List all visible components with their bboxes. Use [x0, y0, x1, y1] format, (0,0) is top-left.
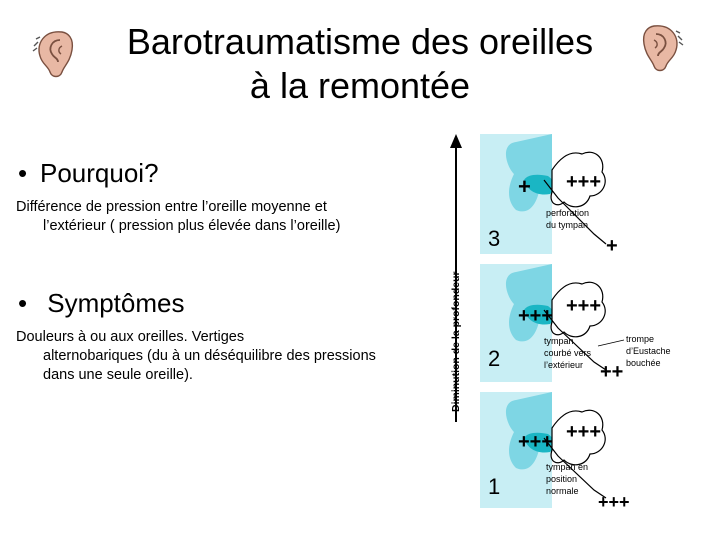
pressure-bottom: ++	[600, 361, 624, 383]
label-line: position	[546, 474, 578, 484]
pressure-inner: +	[518, 174, 531, 199]
label-line: tympan	[544, 336, 574, 346]
axis-arrow	[450, 134, 462, 148]
ear-icon	[32, 28, 76, 80]
bullet-text: Douleurs à ou aux oreilles. Vertiges alternobariques (du à un déséquilibre des pressions dans une seule oreille).	[16, 329, 376, 383]
pressure-bottom: +	[606, 235, 618, 257]
panel-number: 3	[488, 226, 501, 251]
axis-label: Diminution de la profondeur	[450, 271, 462, 412]
side-label-line: d’Eustache	[626, 346, 671, 356]
side-label-line: trompe	[626, 334, 655, 344]
title-line-2: à la remontée	[249, 65, 471, 106]
panel-3	[480, 134, 618, 257]
label-line: l’extérieur	[544, 360, 584, 370]
slide-title	[70, 20, 650, 108]
side-label-line: bouchée	[626, 358, 661, 368]
panel-1	[480, 392, 630, 512]
label-line: tympan en	[546, 462, 589, 472]
pressure-inner: +++	[518, 431, 554, 453]
label-line: normale	[546, 486, 579, 496]
ear-icon	[640, 22, 684, 74]
bullet-heading: Pourquoi?	[40, 158, 159, 188]
bullet-pourquoi	[18, 158, 159, 188]
pressure-outer: +++	[566, 421, 602, 443]
bullet-text: Différence de pression entre l’oreille moyenne et l’extérieur ( pression plus élevée dans l’oreille)	[16, 199, 341, 234]
bullet-symptomes	[18, 288, 185, 318]
label-line: du tympan	[546, 220, 589, 230]
title-line-1: Barotraumatisme des oreilles	[126, 21, 594, 62]
bullet-heading: Symptômes	[40, 288, 185, 318]
label-line: perforation	[546, 208, 590, 218]
panel-number: 2	[488, 346, 501, 371]
label-line: courbé vers	[544, 348, 592, 358]
panel-number: 1	[488, 474, 501, 499]
leader-line	[598, 340, 624, 346]
pressure-bottom: +++	[598, 492, 630, 512]
bullet-symbol: •	[18, 158, 28, 188]
ear-pressure-diagram	[440, 130, 671, 512]
bullet-symbol: •	[18, 288, 28, 318]
pressure-outer: +++	[566, 171, 602, 193]
panel-2	[480, 264, 671, 383]
pressure-outer: +++	[566, 295, 602, 317]
pressure-inner: +++	[518, 305, 554, 327]
